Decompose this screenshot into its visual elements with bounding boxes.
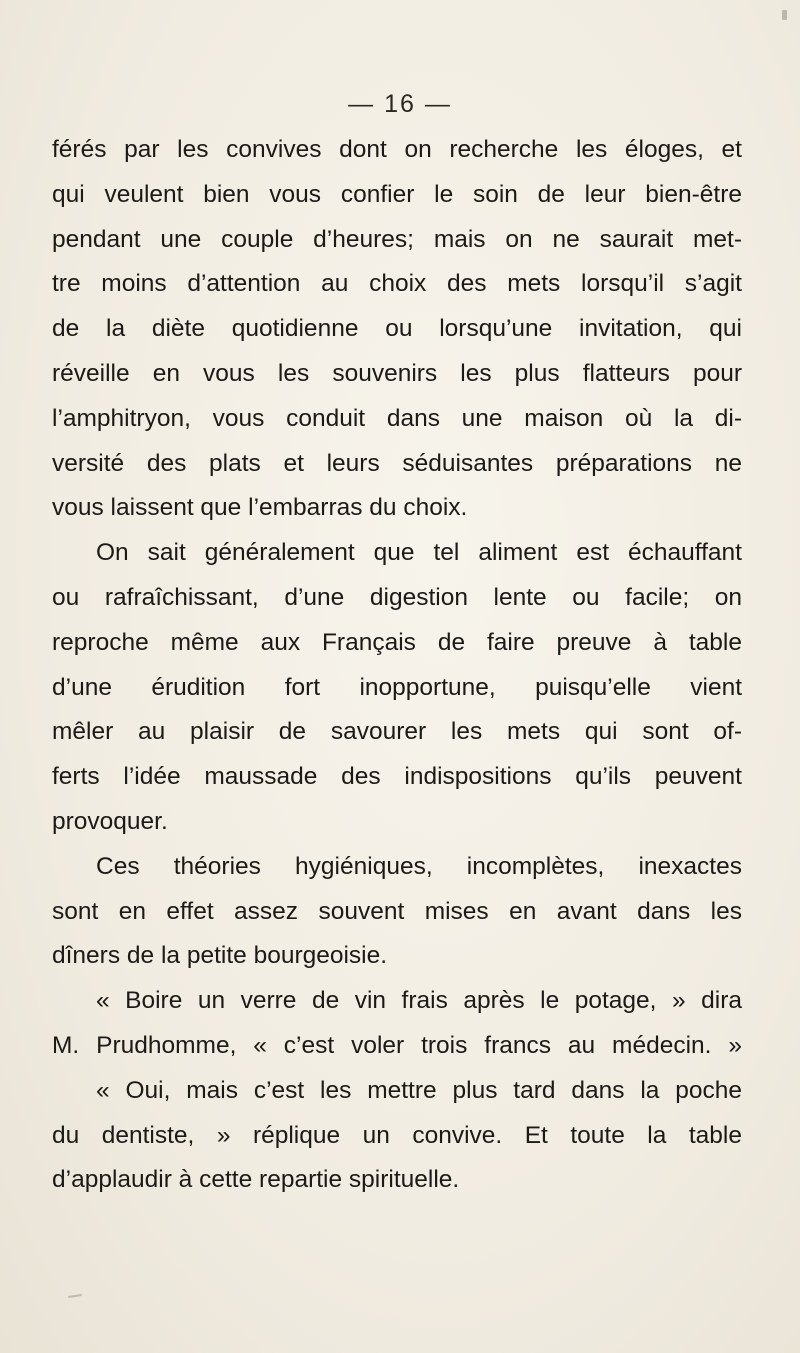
text-line: du dentiste, » réplique un convive. Et toute la table [52, 1121, 742, 1149]
text-line: l’amphitryon, vous conduit dans une maison où la di- [52, 404, 742, 432]
text-line: réveille en vous les souvenirs les plus flatteurs pour [52, 359, 742, 387]
text-line: Ces théories hygiéniques, incomplètes, inexactes [96, 852, 742, 880]
text-line: d’une érudition fort inopportune, puisqu’elle vient [52, 673, 742, 701]
page-number: — 16 — [348, 90, 452, 118]
text-line: dîners de la petite bourgeoisie. [52, 942, 388, 970]
text-line: qui veulent bien vous confier le soin de leur bien-être [52, 180, 742, 208]
text-line: d’applaudir à cette repartie spirituelle. [52, 1166, 460, 1194]
text-line: provoquer. [52, 807, 168, 835]
text-line: M. Prudhomme, « c’est voler trois francs au médecin. » [52, 1031, 742, 1059]
text-line: ou rafraîchissant, d’une digestion lente ou facile; on [52, 583, 742, 611]
text-line: ferts l’idée maussade des indispositions qu’ils peuvent [52, 763, 742, 791]
text-line: tre moins d’attention au choix des mets lorsqu’il s’agit [52, 270, 742, 298]
text-line: « Boire un verre de vin frais après le potage, » dira [96, 987, 742, 1015]
body-text [52, 128, 742, 1203]
text-line: mêler au plaisir de savourer les mets qui sont of- [52, 718, 742, 746]
text-line: sont en effet assez souvent mises en avant dans les [52, 897, 742, 925]
text-line: vous laissent que l’embarras du choix. [52, 494, 468, 522]
text-line: reproche même aux Français de faire preuve à table [52, 628, 742, 656]
paper-speck [782, 10, 787, 20]
text-line: « Oui, mais c’est les mettre plus tard dans la poche [96, 1076, 742, 1104]
text-line: versité des plats et leurs séduisantes préparations ne [52, 449, 742, 477]
text-line: férés par les convives dont on recherche les éloges, et [52, 136, 742, 163]
text-line: On sait généralement que tel aliment est échauffant [96, 539, 742, 567]
paper-speck [68, 1294, 82, 1298]
text-line: pendant une couple d’heures; mais on ne saurait met- [52, 225, 742, 253]
text-line: de la diète quotidienne ou lorsqu’une invitation, qui [52, 315, 742, 343]
